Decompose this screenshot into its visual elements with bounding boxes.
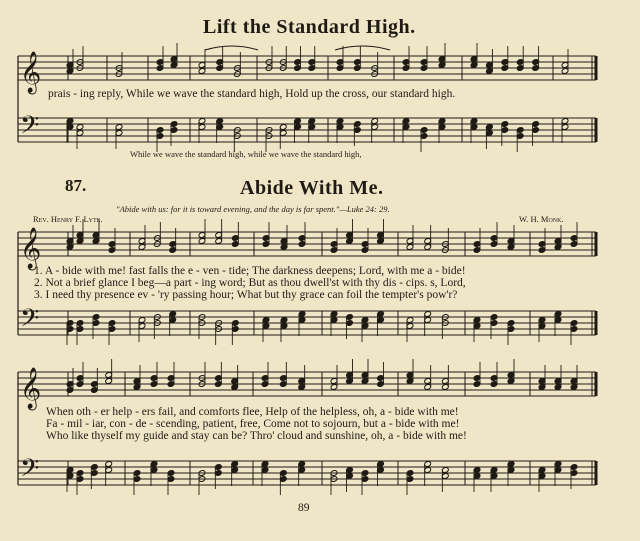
verse-line-2a: 2. Not a brief glance I beg—a part - ing word; But as thou dwell'st with thy dis - cips. s, Lord, xyxy=(34,277,466,289)
bass-clef: 𝄢 xyxy=(20,454,40,489)
treble-clef: 𝄞 xyxy=(20,52,42,93)
treble-clef: 𝄞 xyxy=(20,368,42,409)
hymn1-lyric: prais - ing reply, While we wave the standard high, Hold up the cross, our standard high. xyxy=(48,88,456,100)
treble-clef: 𝄞 xyxy=(20,228,42,269)
page-number: 89 xyxy=(298,502,310,514)
bass-clef: 𝄢 xyxy=(20,111,40,146)
verse-line-2b: Fa - mil - iar, con - de - scending, patient, free, Come not to sojourn, but a - bide with me! xyxy=(46,418,460,430)
slur xyxy=(205,46,258,50)
hymn2-title: Abide With Me. xyxy=(240,177,384,199)
bass-clef: 𝄢 xyxy=(20,304,40,339)
hymn2-author: Rev. Henry F. Lyte. xyxy=(33,214,103,224)
hymn1-bass-words: While we wave the standard high, while we wave the standard high, xyxy=(130,149,362,159)
hymn2-composer: W. H. Monk. xyxy=(519,214,564,224)
verse-line-3a: 3. I need thy presence ev - 'ry passing hour; What but thy grace can foil the tempter's pow'r? xyxy=(34,289,458,301)
hymn2-number: 87. xyxy=(65,176,87,195)
hymn1-title: Lift the Standard High. xyxy=(203,16,416,38)
verse-line-3b: Who like thyself my guide and stay can be? Thro' cloud and sunshine, oh, a - bide with me! xyxy=(46,430,467,442)
hymn2-epigraph: "Abide with us: for it is toward evening, and the day is far spent."—Luke 24: 29. xyxy=(116,204,390,214)
verse-line-1a: 1. A - bide with me! fast falls the e - ven - tide; The darkness deepens; Lord, with me a - bide! xyxy=(34,265,466,277)
verse-line-1b: When oth - er help - ers fail, and comforts flee, Help of the helpless, oh, a - bide with me! xyxy=(46,406,459,418)
